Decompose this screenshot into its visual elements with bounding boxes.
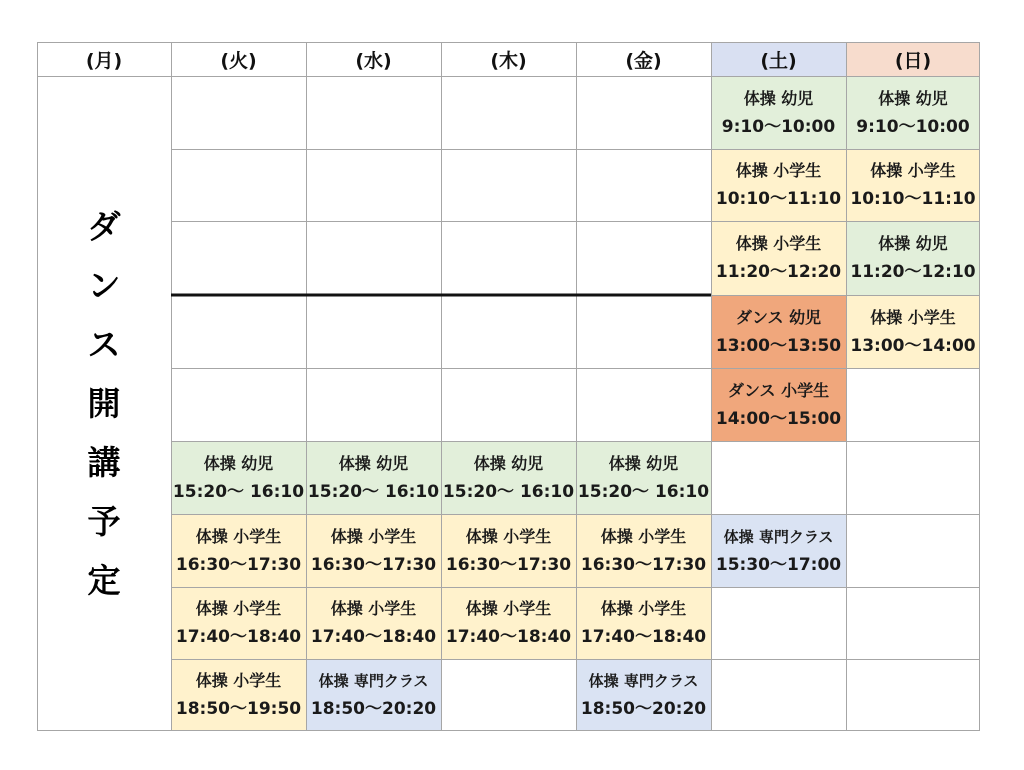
class-name: 体操 小学生 <box>195 671 282 690</box>
day-header-mon: (月) <box>37 42 171 76</box>
class-name: 体操 小学生 <box>330 599 417 618</box>
class-name: 体操 専門クラス <box>723 527 834 546</box>
class-name: 体操 小学生 <box>600 526 687 546</box>
class-name: 体操 小学生 <box>600 599 687 618</box>
class-name: 体操 小学生 <box>465 526 552 546</box>
side-title-char: 開 <box>87 384 121 423</box>
class-name: 体操 幼児 <box>878 88 948 108</box>
class-time: 10:10〜11:10 <box>850 189 976 209</box>
class-time: 13:00〜14:00 <box>850 335 976 356</box>
class-time: 16:30〜17:30 <box>445 554 572 575</box>
day-header-tue: (火) <box>171 42 306 76</box>
class-time: 18:50〜19:50 <box>175 699 302 719</box>
class-time: 16:30〜17:30 <box>310 554 437 575</box>
class-name: 体操 幼児 <box>338 453 409 473</box>
class-name: ダンス 幼児 <box>735 307 822 327</box>
class-time: 11:20〜12:10 <box>850 262 976 282</box>
side-title-char: ダ <box>87 207 121 246</box>
side-title-char: 定 <box>87 561 121 600</box>
class-name: 体操 幼児 <box>473 453 544 473</box>
grid-lines <box>37 42 980 731</box>
class-time: 17:40〜18:40 <box>580 627 707 647</box>
class-time: 17:40〜18:40 <box>310 627 437 647</box>
class-name: 体操 小学生 <box>735 234 822 253</box>
class-time: 15:20〜 16:10 <box>307 481 440 502</box>
class-name: 体操 小学生 <box>330 526 417 546</box>
class-name: 体操 小学生 <box>195 526 282 546</box>
class-time: 17:40〜18:40 <box>175 627 302 647</box>
class-name: 体操 小学生 <box>870 161 956 180</box>
class-time: 9:10〜10:00 <box>856 116 970 137</box>
day-header-sat: (土) <box>711 42 846 76</box>
class-name: 体操 幼児 <box>608 453 679 473</box>
class-name: ダンス 小学生 <box>727 380 830 400</box>
day-header-fri: (金) <box>576 42 711 76</box>
weekly-schedule-table <box>37 42 980 731</box>
class-name: 体操 小学生 <box>195 599 282 618</box>
class-name: 体操 小学生 <box>870 307 956 327</box>
class-name: 体操 専門クラス <box>588 672 699 690</box>
class-time: 14:00〜15:00 <box>715 408 842 429</box>
class-time: 15:20〜 16:10 <box>172 481 305 502</box>
class-name: 体操 幼児 <box>878 234 948 253</box>
side-title-char: 予 <box>87 502 121 541</box>
class-name: 体操 専門クラス <box>318 672 429 690</box>
side-title-char: ン <box>87 266 121 305</box>
class-name: 体操 小学生 <box>465 599 552 618</box>
class-name: 体操 幼児 <box>203 453 274 473</box>
class-time: 9:10〜10:00 <box>721 116 836 137</box>
class-name: 体操 幼児 <box>743 88 814 108</box>
class-time: 15:20〜 16:10 <box>577 481 710 502</box>
class-time: 17:40〜18:40 <box>445 627 572 647</box>
class-time: 15:20〜 16:10 <box>442 481 575 502</box>
class-time: 18:50〜20:20 <box>310 699 437 719</box>
day-header-wed: (水) <box>306 42 441 76</box>
class-time: 10:10〜11:10 <box>715 189 842 209</box>
class-time: 11:20〜12:20 <box>715 262 842 282</box>
class-time: 13:00〜13:50 <box>715 335 842 356</box>
class-time: 16:30〜17:30 <box>175 554 302 575</box>
day-header-sun: (日) <box>846 42 980 76</box>
class-time: 18:50〜20:20 <box>580 699 707 719</box>
side-title-char: ス <box>87 325 121 364</box>
class-time: 15:30〜17:00 <box>715 554 842 575</box>
class-time: 16:30〜17:30 <box>580 554 707 575</box>
day-header-thu: (木) <box>441 42 576 76</box>
side-title-char: 講 <box>87 443 121 482</box>
class-name: 体操 小学生 <box>735 161 822 180</box>
